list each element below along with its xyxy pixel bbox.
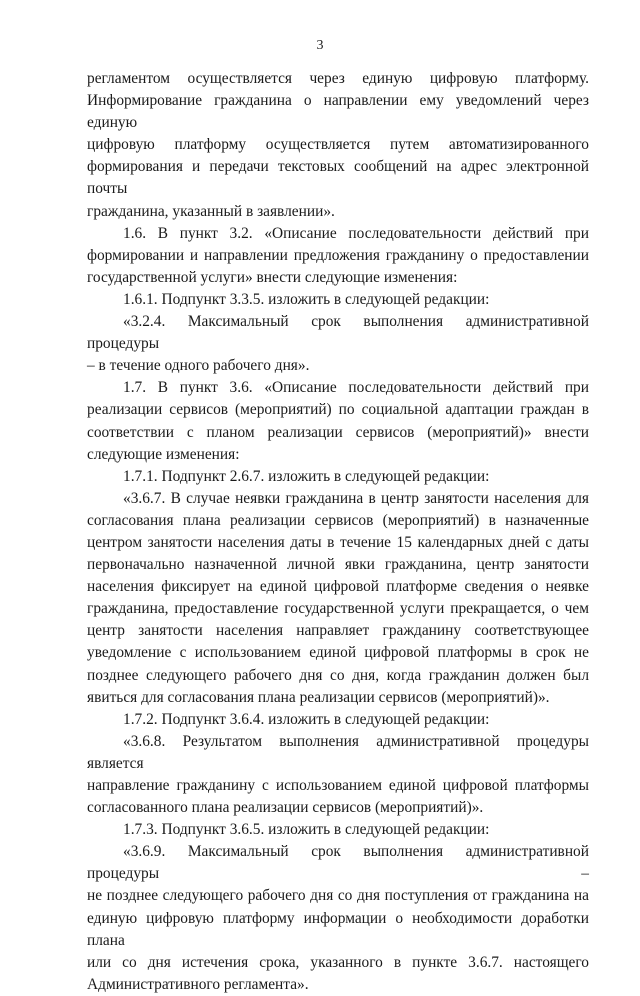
document-body [87, 68, 589, 996]
paragraph-line: населения фиксирует на единой цифровой платформе сведения о неявке [87, 578, 589, 596]
paragraph-line: 1.7. В пункт 3.6. «Описание последовательности действий при [123, 379, 589, 397]
paragraph-line: гражданина, предоставление государственной услуги прекращается, о чем [87, 600, 589, 618]
paragraph-line: регламентом осуществляется через единую цифровую платформу. [87, 70, 589, 87]
paragraph-line: «3.6.9. Максимальный срок выполнения административной процедуры – [87, 843, 589, 883]
page-number: 3 [316, 38, 324, 53]
paragraph-line: позднее следующего рабочего дня со дня, когда гражданин должен был [87, 666, 589, 684]
paragraph-line: явиться для согласования плана реализации сервисов (мероприятий)». [87, 688, 550, 706]
paragraph-line: реализации сервисов (мероприятий) по социальной адаптации граждан в [87, 401, 589, 419]
paragraph-line: единую цифровую платформу информации о необходимости доработки плана [87, 909, 589, 949]
paragraph-line: – в течение одного рабочего дня». [87, 357, 310, 375]
paragraph-line: не позднее следующего рабочего дня со дня поступления от гражданина на [87, 887, 589, 905]
paragraph-line: формировании и направлении предложения гражданину о предоставлении [87, 246, 589, 264]
paragraph-line: 1.6.1. Подпункт 3.3.5. изложить в следующей редакции: [123, 290, 490, 308]
paragraph-line: согласования плана реализации сервисов (мероприятий) в назначенные [87, 511, 589, 529]
paragraph-line: 1.7.1. Подпункт 2.6.7. изложить в следующей редакции: [123, 467, 490, 485]
paragraph-line: согласованного плана реализации сервисов (мероприятий)». [87, 799, 484, 817]
paragraph-line: формирования и передачи текстовых сообщений на адрес электронной почты [87, 158, 589, 198]
paragraph-line: «3.6.8. Результатом выполнения административной процедуры является [87, 732, 589, 772]
paragraph-line: следующие изменения: [87, 445, 240, 463]
paragraph-line: «3.2.4. Максимальный срок выполнения административной процедуры [87, 313, 589, 353]
paragraph-line: государственной услуги» внести следующие изменения: [87, 268, 458, 286]
paragraph-line: гражданина, указанный в заявлении». [87, 202, 335, 220]
paragraph-line: уведомление с использованием единой цифровой платформы в срок не [87, 644, 589, 662]
paragraph-line: 1.7.2. Подпункт 3.6.4. изложить в следующей редакции: [123, 710, 490, 728]
paragraph-line: соответствии с планом реализации сервисов (мероприятий)» внести [87, 423, 589, 441]
paragraph-line: первоначально назначенной личной явки гражданина, центр занятости [87, 556, 589, 574]
paragraph-line: или со дня истечения срока, указанного в пункте 3.6.7. настоящего [87, 953, 589, 971]
paragraph-line: цифровую платформу осуществляется путем автоматизированного [87, 136, 589, 154]
paragraph-line: Информирование гражданина о направлении ему уведомлений через единую [87, 92, 589, 132]
paragraph-line: центр занятости населения направляет гражданину соответствующее [87, 622, 589, 640]
paragraph-line: Административного регламента». [87, 975, 309, 993]
paragraph-line: 1.6. В пункт 3.2. «Описание последовательности действий при [123, 224, 589, 242]
paragraph-line: центром занятости населения даты в течение 15 календарных дней с даты [87, 533, 589, 551]
paragraph-line: 1.7.3. Подпункт 3.6.5. изложить в следующей редакции: [123, 821, 490, 839]
paragraph-line: «3.6.7. В случае неявки гражданина в центр занятости населения для [123, 489, 589, 507]
paragraph-line: направление гражданину с использованием единой цифровой платформы [87, 777, 589, 794]
